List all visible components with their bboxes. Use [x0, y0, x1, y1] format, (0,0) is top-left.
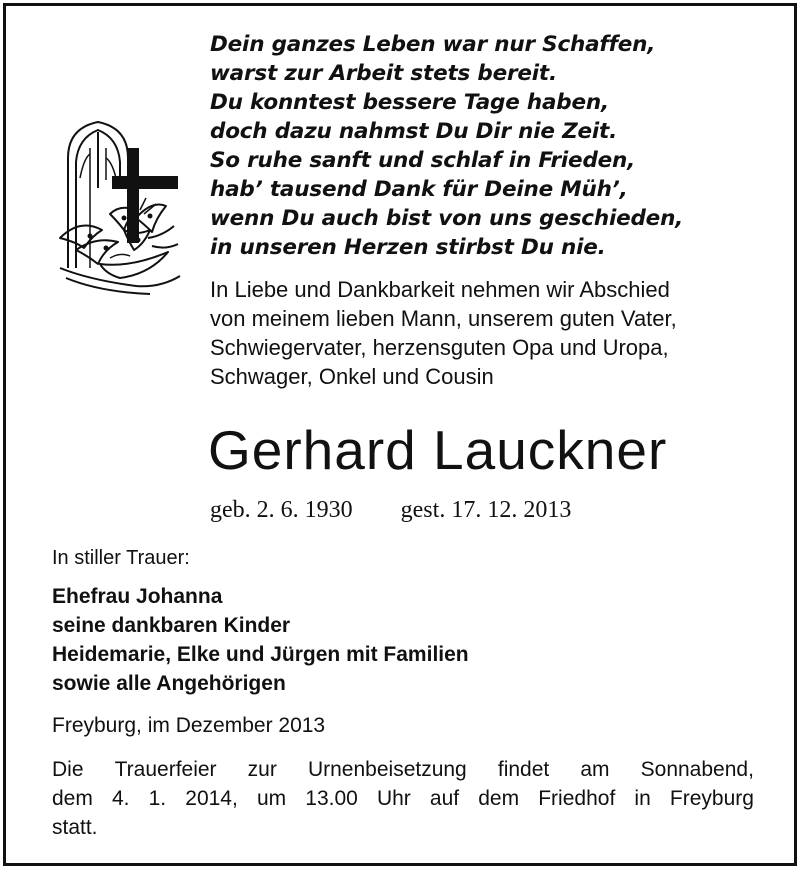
notice-word: 2014, [185, 787, 238, 810]
notice-word: zur [247, 758, 277, 781]
notice-word: Sonnabend, [640, 758, 754, 781]
funeral-notice-line [52, 755, 754, 784]
notice-word: Urnenbeisetzung [307, 758, 467, 781]
poem-line: So ruhe sanft und schlaf in Frieden, [210, 148, 636, 173]
deceased-name: Gerhard Lauckner [208, 419, 668, 481]
mourner-line: Heidemarie, Elke und Jürgen mit Familien [52, 643, 469, 666]
mourner-line: seine dankbaren Kinder [52, 614, 291, 637]
life-dates [210, 495, 571, 525]
mourners-heading: In stiller Trauer: [52, 547, 190, 569]
funeral-notice [52, 755, 754, 842]
notice-word: in [634, 787, 651, 810]
notice-word: am [580, 758, 610, 781]
poem-line: wenn Du auch bist von uns geschieden, [210, 206, 684, 231]
notice-word: Uhr [376, 787, 411, 810]
poem-line: hab’ tausend Dank für Deine Müh’, [210, 177, 628, 202]
notice-word: dem [52, 787, 93, 810]
notice-word: Trauerfeier [114, 758, 217, 781]
poem-line: warst zur Arbeit stets bereit. [210, 61, 557, 86]
poem-line: doch dazu nahmst Du Dir nie Zeit. [210, 119, 618, 144]
farewell-line: Schwager, Onkel und Cousin [210, 364, 494, 389]
cross-with-lily-and-window-icon [40, 118, 200, 298]
notice-word: 4. [111, 787, 130, 810]
notice-word: Die [52, 758, 84, 781]
notice-word: Freyburg [669, 787, 754, 810]
poem-line: Dein ganzes Leben war nur Schaffen, [210, 32, 656, 57]
mourner-line: sowie alle Angehörigen [52, 672, 286, 695]
notice-word: Friedhof [538, 787, 616, 810]
memorial-poem [210, 30, 770, 262]
funeral-notice-line [52, 784, 754, 813]
death-date: gest. 17. 12. 2013 [400, 497, 572, 523]
poem-line: Du konntest bessere Tage haben, [210, 90, 609, 115]
notice-word: auf [429, 787, 460, 810]
farewell-text [210, 275, 770, 391]
notice-word: 13.00 [305, 787, 358, 810]
funeral-notice-line: statt. [52, 816, 98, 839]
notice-word: um [256, 787, 287, 810]
mourner-line: Ehefrau Johanna [52, 585, 223, 608]
place-and-date: Freyburg, im Dezember 2013 [52, 714, 326, 737]
poem-line: in unseren Herzen stirbst Du nie. [210, 235, 606, 260]
farewell-line: In Liebe und Dankbarkeit nehmen wir Abschied [210, 277, 670, 302]
notice-word: dem [478, 787, 520, 810]
mourners-list [52, 582, 469, 698]
notice-word: 1. [148, 787, 167, 810]
birth-date: geb. 2. 6. 1930 [210, 497, 353, 523]
farewell-line: Schwiegervater, herzensguten Opa und Uropa, [210, 335, 669, 360]
farewell-line: von meinem lieben Mann, unserem guten Vater, [210, 306, 677, 331]
notice-word: findet [497, 758, 550, 781]
